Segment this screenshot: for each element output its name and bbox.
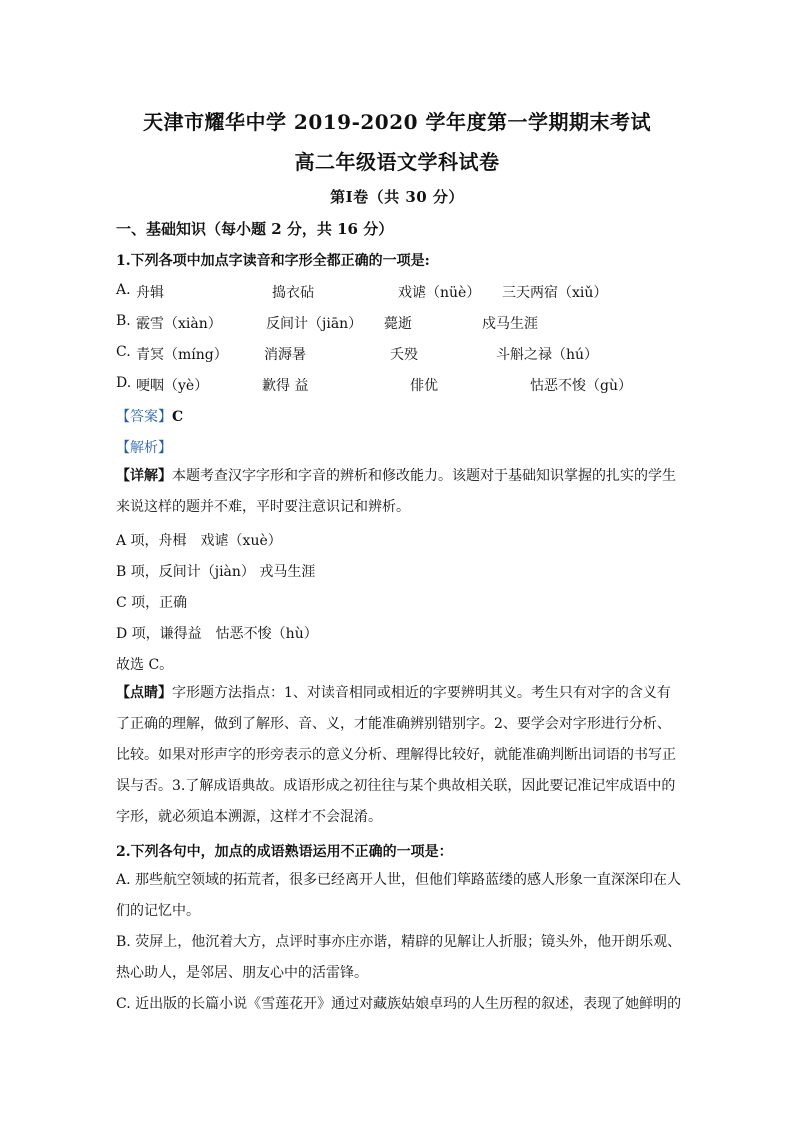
option-row-b — [116, 313, 696, 333]
question-2-option-a: A. 那些航空领域的拓荒者，很多已经离开人世，但他们筚路蓝缕的感人形象一直深深印在人们的记忆中。 — [116, 872, 682, 919]
tip-paragraph — [116, 678, 684, 833]
option-row-d — [116, 375, 696, 395]
option-item: 斗斛之禄（hú） — [496, 347, 599, 363]
option-letter: D. — [116, 375, 132, 391]
option-item: 反间计（jiān） — [266, 316, 363, 332]
detail-line-a: A 项，舟楫 戏谑（xuè） — [116, 533, 282, 549]
detail-line-c: C 项，正确 — [116, 595, 188, 611]
option-item: 霰雪（xiàn） — [136, 316, 222, 332]
option-item: 怙恶不悛（gù） — [530, 378, 632, 394]
option-item: 夭殁 — [390, 347, 418, 363]
section-heading: 一、基础知识（每小题 2 分，共 16 分） — [116, 220, 394, 238]
detail-tag: 【详解】 — [116, 468, 172, 484]
option-row-a — [116, 282, 696, 302]
option-item: 戍马生涯 — [482, 316, 538, 332]
question-2-stem: 2.下列各句中，加点的成语熟语运用不正确的一项是： — [116, 844, 453, 860]
option-item: 哽咽（yè） — [136, 378, 209, 394]
option-item: 歉得 益 — [262, 378, 309, 394]
tip-text: 字形题方法指点：1、对读音相同或相近的字要辨明其义。考生只有对字的含义有了正确的理解，做到了解形、音、义，才能准确辨别错别字。2、要学会对字形进行分析、比较。如果对形声字的形旁表示的意义分析、理解得比较好，就能准确判断出词语的书写正误与否。3.了解成语典故。成语形成之初往往与某个典故相关联，因此要记准记牢成语中的字形，就必须追本溯源，这样才不会混淆。 — [116, 685, 676, 825]
option-item: 舟辑 — [136, 285, 164, 301]
option-item: 薨逝 — [384, 316, 412, 332]
option-letter: B. — [116, 313, 131, 329]
question-2-option-b: B. 荧屏上，他沉着大方，点评时事亦庄亦谐，精辟的见解让人折服；镜头外，他开朗乐观、热心助人，是邻居、朋友心中的活雷锋。 — [116, 934, 682, 981]
tip-tag: 【点睛】 — [116, 685, 172, 701]
answer-value: C — [172, 409, 184, 425]
option-item: 捣衣砧 — [272, 285, 314, 301]
analysis-line — [116, 437, 172, 457]
exam-title: 天津市耀华中学 2019-2020 学年度第一学期期末考试 — [142, 110, 652, 134]
detail-conclusion: 故选 C。 — [116, 657, 174, 673]
option-item: 消溽暑 — [264, 347, 306, 363]
option-item: 青冥（míng） — [136, 347, 228, 363]
option-letter: C. — [116, 344, 131, 360]
detail-line-d: D 项，谦得益 怙恶不悛（hù） — [116, 626, 318, 642]
question-1-stem-text: 1.下列各项中加点字读音和字形全都正确的一项是: — [116, 253, 430, 269]
exam-subtitle: 高二年级语文学科试卷 — [294, 150, 500, 174]
answer-line — [116, 406, 183, 426]
detail-paragraph — [116, 461, 684, 523]
part-heading: 第Ⅰ卷（共 30 分） — [330, 188, 464, 206]
question-1-stem — [116, 250, 430, 270]
option-item: 戏谑（nüè） — [398, 285, 481, 301]
answer-tag: 【答案】 — [116, 409, 172, 425]
detail-text: 本题考查汉字字形和字音的辨析和修改能力。该题对于基础知识掌握的扎实的学生来说这样的题并不难，平时要注意识记和辨析。 — [116, 468, 676, 515]
option-row-c — [116, 344, 696, 364]
detail-line-b: B 项，反间计（jiàn） 戎马生涯 — [116, 564, 316, 580]
option-letter: A. — [116, 282, 131, 298]
analysis-tag: 【解析】 — [116, 440, 172, 456]
option-item: 俳优 — [410, 378, 438, 394]
option-item: 三天两宿（xiǔ） — [502, 285, 608, 301]
question-2-option-c: C. 近出版的长篇小说《雪莲花开》通过对藏族姑娘卓玛的人生历程的叙述，表现了她鲜明的 — [116, 996, 682, 1012]
